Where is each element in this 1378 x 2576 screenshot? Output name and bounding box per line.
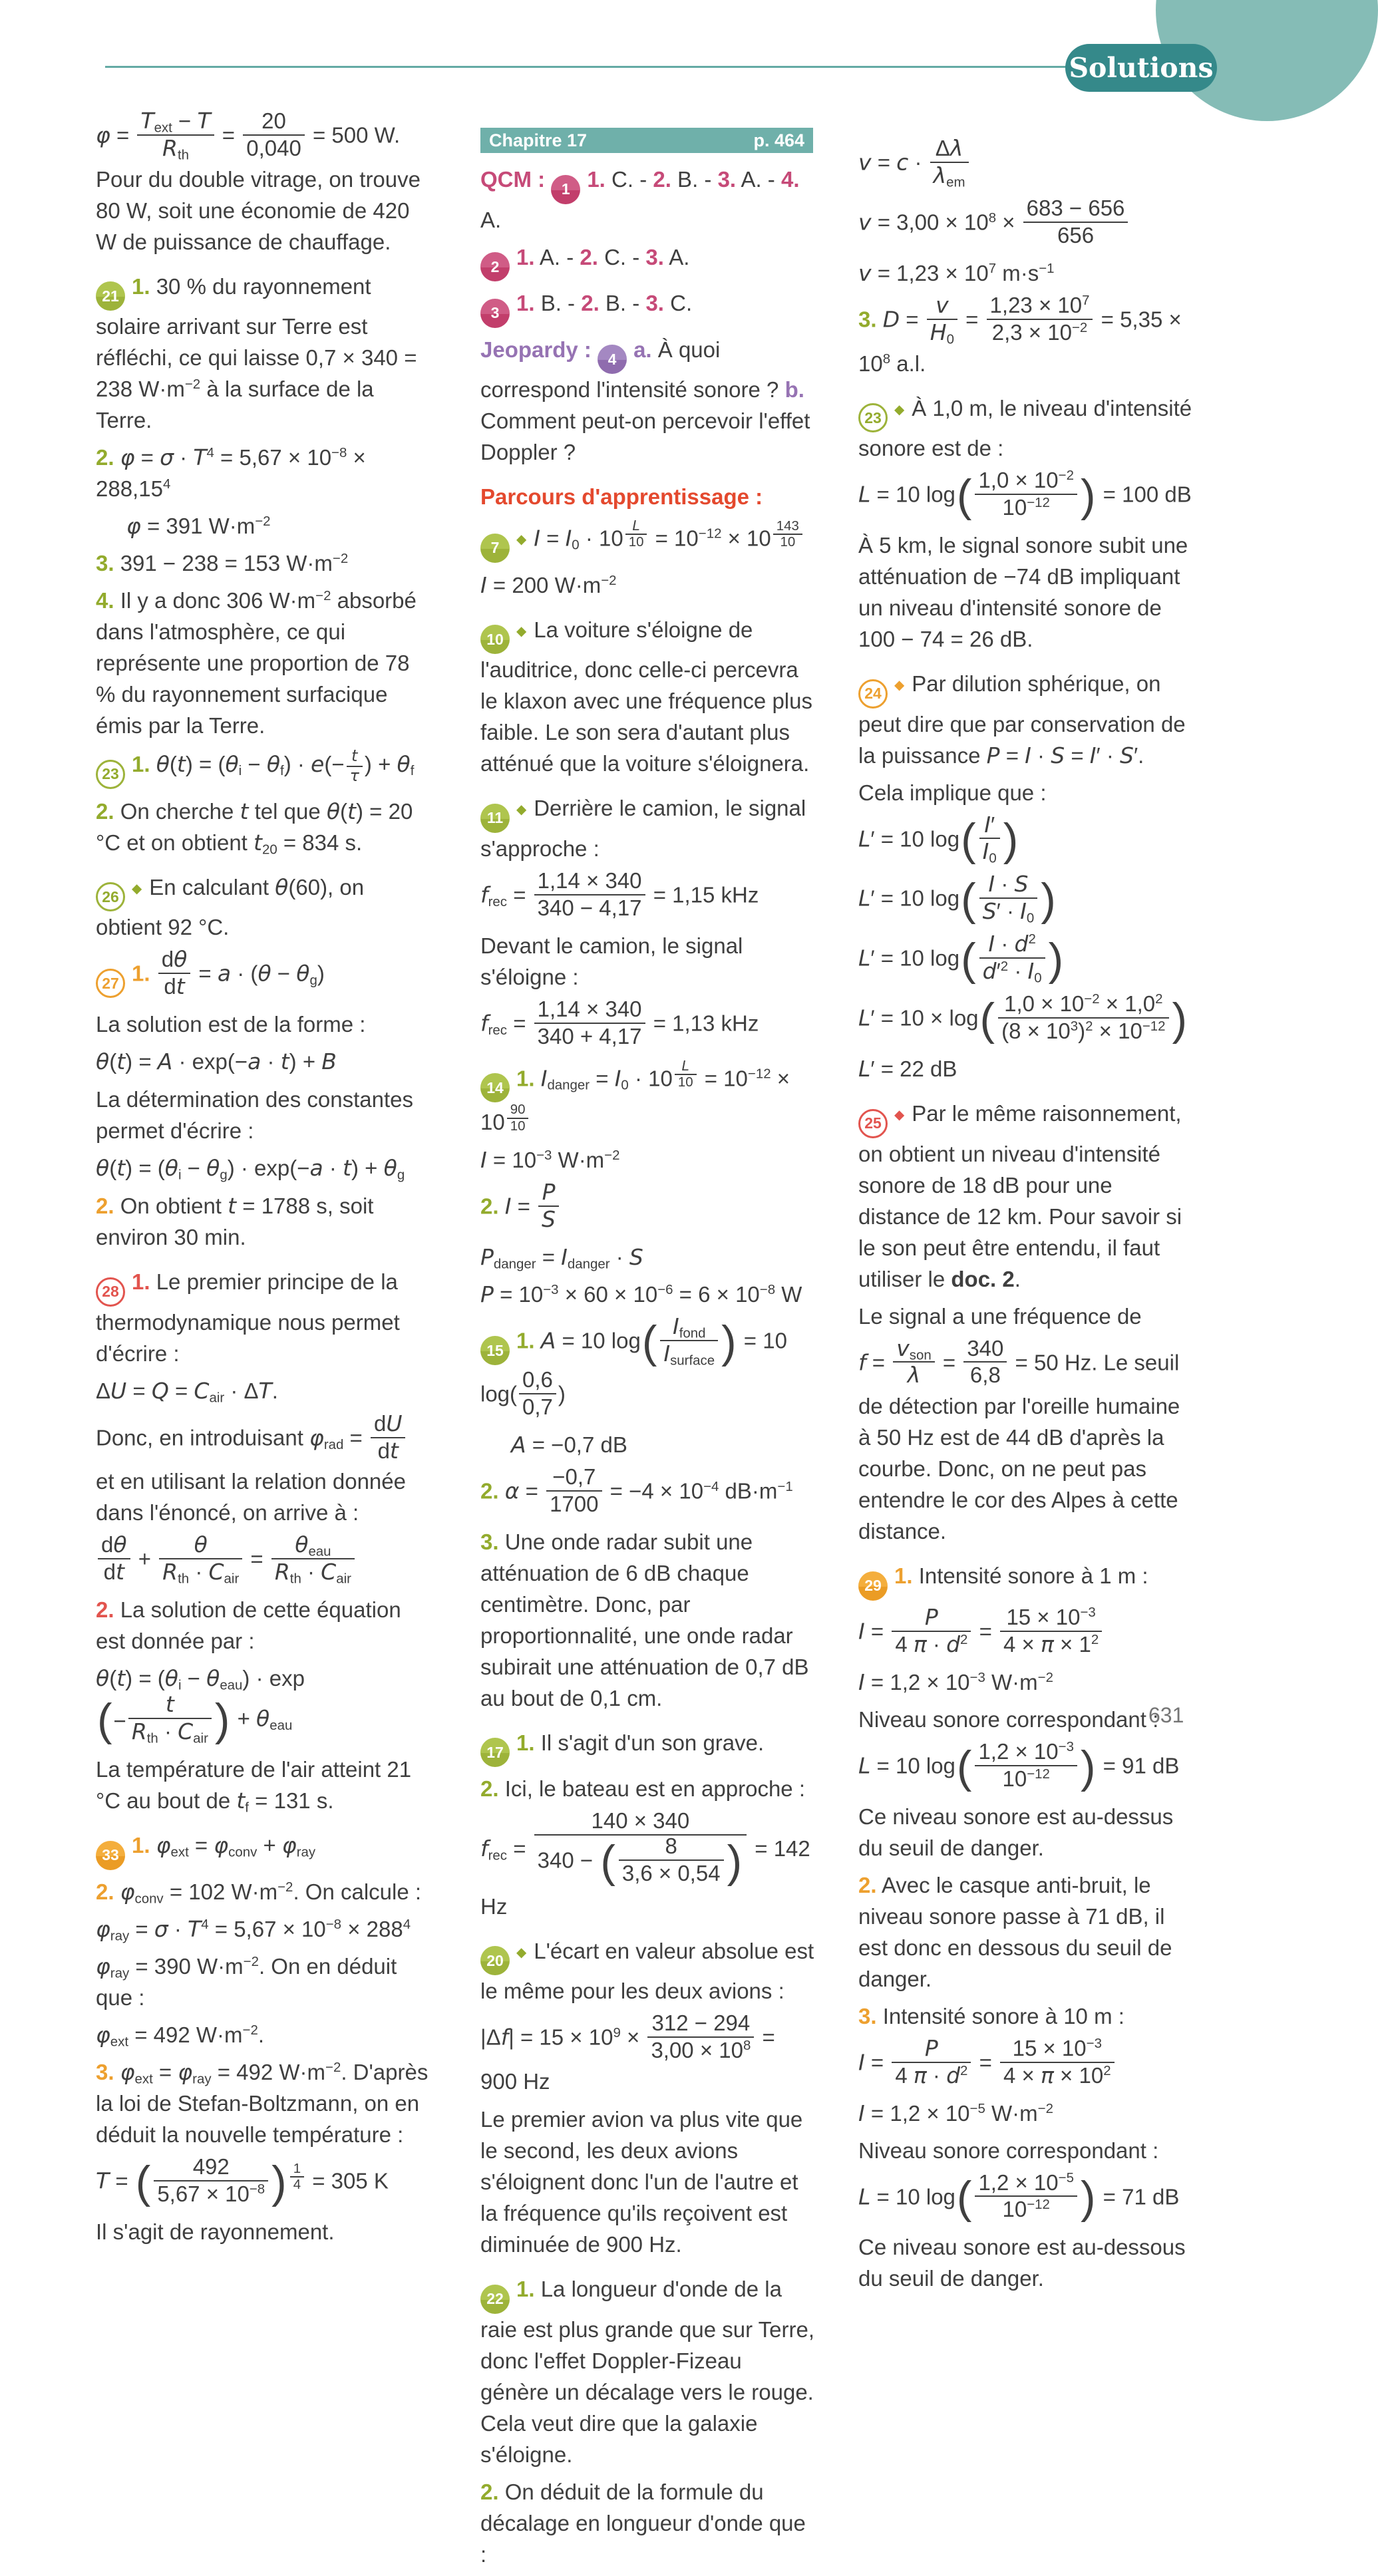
fraction: $\frac{0,6}{0,7}$ [519, 1367, 556, 1420]
section-label: QCM : [480, 167, 552, 192]
formula-line: $f_{rec}$ = $\frac{1,14 \times 340}{340 + 4,17}$ = 1,13 kHz [480, 996, 759, 1048]
paragraph: 2. On obtient t = 1788 s, soit environ 30 min. [96, 1193, 374, 1250]
formula-line: T = ( 492 $5,67 \times 10^{-8}$ ) $^{\frac{1}{4}}$ = 305 K [96, 2154, 389, 2207]
question-number: 3. [858, 2003, 877, 2028]
fraction: $T_{ext} - T$ $R_{th}$ [137, 108, 214, 162]
formula-line: I = $\frac{P}{4 \pi \cdot d^2}$ = $\frac{15 \times 10^{-3}}{4 \times \pi \times 1^2}$ [858, 1607, 1192, 1660]
paragraph: 2. Avec le casque anti-bruit, le niveau sonore passe à 71 dB, il est donc en dessous du seuil de danger. [858, 1872, 1172, 1991]
paragraph: $\varphi_{ray} = 390$ $W\cdot m^{-2}$. On en déduit que : [96, 1953, 397, 2010]
question-number: 2. [480, 1478, 499, 1504]
question-number: 3. [717, 167, 737, 192]
paragraph: Le premier avion va plus vite que le second, les deux avions s'éloignent donc l'un de l'autre et la fréquence qu'ils reçoivent est diminuée de 900 Hz. [480, 2107, 803, 2257]
question-number: 1. [132, 273, 150, 299]
paragraph: 3. $\varphi_{ext} = \varphi_{ray} = 492$ $W\cdot m^{-2}$. D'après la loi de Stefan-Boltzmann, on en déduit la nouvelle température : [96, 2058, 429, 2147]
formula-line: L = 10 log ( $1,2 \times 10^{-3}$ $10^{-12}$ ) = 91 dB [858, 1738, 1180, 1792]
formula-line: 3. D = $\frac{v}{H_0}$ = $\frac{1,23 \times 10^7}{2,3 \times 10^{-2}}$ = $5,35 \times 10^8$ a.l. [858, 291, 1182, 376]
paragraph: Il s'agit de rayonnement. [96, 2219, 335, 2244]
exercise-badge-15: 15 [480, 1336, 510, 1365]
paragraph: $\varphi_{ext} = 492$ $W\cdot m^{-2}$. [96, 2021, 264, 2050]
fraction: $\frac{-0,7}{1700}$ [546, 1464, 602, 1518]
formula-line: L′ = 10 × log ( $1,0 \times 10^{-2} \times 1,0^2$ $(8 \times 10^3)^2 \times 10^{-12}$ ) [858, 991, 1188, 1045]
paragraph: $P = 10^{-3} \times 60 \times 10^{-6} = 6 \times 10^{-8}$ W [480, 1281, 802, 1307]
question-number: 2. [480, 2479, 499, 2504]
paragraph: Niveau sonore correspondant : [858, 1706, 1159, 1732]
exercise-badge-28: 28 [96, 1277, 125, 1307]
question-number: 1. [132, 961, 150, 986]
question-number: 1. [516, 2277, 535, 2302]
fraction: $v_{son}$ λ [893, 1336, 934, 1389]
exercise-badge-29: 29 [858, 1571, 888, 1601]
question-number: 3. [645, 244, 664, 269]
paragraph: 33 1. $\varphi_{ext} = \varphi_{conv} + \varphi_{ray}$ [96, 1830, 430, 1870]
paragraph: 3 1. B. - 2. B. - 3. C. [480, 287, 814, 328]
formula-line: L = 10 log ( $1,2 \times 10^{-5}$ $10^{-12}$ ) = 71 dB [858, 2170, 1180, 2223]
solutions-column-2 [480, 164, 814, 2576]
fraction: $\frac{15 \times 10^{-3}}{4 \times \pi \times 10^2}$ [1000, 2036, 1115, 2089]
difficulty-diamond-icon: ◆ [516, 802, 527, 818]
question-number: 3. [858, 307, 877, 332]
section-label: Parcours d'apprentissage : [480, 484, 763, 509]
formula-line: L = 10 log ( $1,0 \times 10^{-2}$ $10^{-12}$ ) = 100 dB [858, 468, 1192, 522]
fraction: $1,2 \times 10^{-3}$ $10^{-12}$ [975, 1739, 1077, 1792]
fraction: $1,0 \times 10^{-2}$ $10^{-12}$ [975, 468, 1077, 521]
formula-line: $|\Delta f| = 15 \times 10^9$ × $\frac{312 - 294}{3,00 \times 10^8}$ = 900 Hz [480, 2011, 775, 2094]
paragraph: $I = 1,2 \times 10^{-5}$ $W\cdot m^{-2}$ [858, 2100, 1053, 2126]
exercise-badge-4: 4 [598, 345, 627, 374]
fraction: Δλ $\lambda_{em}$ [930, 136, 969, 189]
fraction: $\frac{dU}{dt}$ [371, 1411, 406, 1464]
paragraph: $P_{danger} = I_{danger} \cdot S$ [480, 1243, 643, 1272]
fraction: $\frac{d\theta}{dt}$ [98, 1532, 130, 1585]
difficulty-diamond-icon: ◆ [132, 881, 142, 896]
formula-line: $v = 3,00 \times 10^8$ × $\frac{683 - 656}{656}$ [858, 198, 1192, 251]
fraction: 492 $5,67 \times 10^{-8}$ [154, 2154, 268, 2207]
exercise-badge-25: 25 [858, 1109, 888, 1138]
formula-line: $\theta(t) = (\theta_i - \theta_g) \cdot \exp(-a \cdot t) + \theta_g$ [96, 1155, 405, 1183]
paragraph: Devant le camion, le signal s'éloigne : [480, 933, 743, 989]
paragraph: Jeopardy : 4 a. À quoi correspond l'intensité sonore ? b. Comment peut-on percevoir l'effet Doppler ? [480, 337, 810, 464]
formula-line: f = $v_{son}$ λ = $\frac{340}{6,8}$ = 50 Hz. Le seuil de détection par l'oreille humaine à 50 Hz est de 44 dB d'après la courbe. Donc, on ne peut pas entendre le cor des Alpes à cette distance. [858, 1335, 1180, 1544]
paragraph: 2. On cherche t tel que θ(t) = 20 °C et on obtient $t_{20} = 834$ s. [96, 798, 413, 858]
formula-line: 15 1. A = 10 log ( $I_{fond}$ $I_{surface}$ ) = 10 log( $\frac{0,6}{0,7}$ ) [480, 1313, 787, 1419]
paragraph: 2. $\varphi_{conv} = 102$ $W\cdot m^{-2}$. On calcule : [96, 1878, 422, 1907]
question-number: 2. [480, 1194, 499, 1219]
question-number: b. [784, 377, 804, 402]
paragraph: Niveau sonore correspondant : [858, 2138, 1159, 2163]
question-number: a. [633, 337, 652, 362]
fraction: $\frac{1,14 \times 340}{340 + 4,17}$ [534, 997, 645, 1050]
formula-line: L′ = 10 log ( $I \cdot d^2$ $d'^2 \cdot I_0$ ) [858, 931, 1064, 986]
question-number: 2. [96, 798, 114, 824]
fraction: $\frac{15 \times 10^{-3}}{4 \times \pi \times 1^2}$ [1000, 1605, 1102, 1658]
fraction: $\theta_{eau}$ $R_{th} \cdot C_{air}$ [271, 1532, 355, 1585]
fraction: θ $R_{th} \cdot C_{air}$ [159, 1532, 242, 1585]
fraction: $\frac{t}{\tau}$ [347, 747, 363, 784]
paragraph: 17 1. Il s'agit d'un son grave. [480, 1727, 814, 1768]
fraction: $\frac{P}{4 \pi \cdot d^2}$ [892, 1605, 971, 1658]
solutions-column-1 [96, 108, 430, 2253]
difficulty-diamond-icon: ◆ [894, 402, 905, 417]
difficulty-diamond-icon: ◆ [516, 532, 527, 548]
paragraph: Le signal a une fréquence de [858, 1303, 1142, 1329]
paragraph: 29 1. Intensité sonore à 1 m : [858, 1560, 1192, 1601]
paragraph: 3. 391 − 238 = 153 $W\cdot m^{-2}$ [96, 551, 349, 576]
formula-line: L′ = 10 log ( I · S $S' \cdot I_0$ ) [858, 871, 1056, 926]
paragraph: 22 1. La longueur d'onde de la raie est plus grande que sur Terre, donc l'effet Doppler-Fizeau génère un décalage vers le rouge. Cela veut dire que la galaxie s'éloigne. [480, 2277, 815, 2467]
paragraph: I = 200 $W\cdot m^{-2}$ [480, 571, 617, 598]
formula-line: $\frac{d\theta}{dt}$ + θ $R_{th} \cdot C_{air}$ = $\theta_{eau}$ $R_{th} \cdot C_{air}$ [96, 1534, 430, 1587]
fraction: $\frac{340}{6,8}$ [963, 1336, 1007, 1389]
question-number: 2. [96, 1597, 114, 1623]
fraction: $I_{fond}$ $I_{surface}$ [660, 1314, 718, 1367]
paragraph: 24 ◆ Par dilution sphérique, on peut dire que par conservation de la puissance P = I · S = I′ · S′. [858, 671, 1186, 768]
paragraph: 2. $\varphi = \sigma \cdot T^4 = 5,67 \times 10^{-8} \times 288,15^4$ [96, 444, 366, 502]
fraction: $\frac{20}{0,040}$ [243, 108, 305, 162]
fraction: I′ $I_0$ [979, 812, 1000, 866]
exercise-badge-23: 23 [858, 403, 888, 432]
formula-line: 27 1. $\frac{d\theta}{dt}$ = $a \cdot (\theta - \theta_g)$ [96, 949, 430, 1002]
paragraph [480, 481, 814, 512]
paragraph: 28 1. Le premier principe de la thermodynamique nous permet d'écrire : [96, 1269, 400, 1366]
formula-line: 7 ◆ $I = I_0 \cdot 10$ $^{\frac{L}{10}}$ = $10^{-12} \times 10$ $^{\frac{143}{10}}$ [480, 518, 814, 563]
paragraph: Ce niveau sonore est au-dessous du seuil de danger. [858, 2235, 1186, 2291]
formula-line: L′ = 10 log ( I′ $I_0$ ) [858, 811, 1019, 866]
question-number: 1. [516, 244, 535, 269]
question-number: 2. [581, 291, 600, 315]
paragraph: 11 ◆ Derrière le camion, le signal s'approche : [480, 796, 806, 861]
question-number: 1. [516, 1730, 535, 1755]
fraction: 143 10 [773, 519, 802, 550]
paragraph: La solution est de la forme : [96, 1012, 366, 1037]
formula-line: v = c · Δλ $\lambda_{em}$ [858, 138, 1192, 191]
paragraph: $\varphi_{ray} = \sigma \cdot T^4 = 5,67 \times 10^{-8} \times 288^4$ [96, 1915, 411, 1944]
formula-line: 2. α = $\frac{-0,7}{1700}$ = $-4 \times 10^{-4}$ $dB\cdot m^{-1}$ [480, 1464, 793, 1516]
chapter-page-ref: p. 464 [753, 130, 804, 150]
paragraph: 2. On déduit de la formule du décalage en longueur d'onde que : [480, 2479, 806, 2567]
difficulty-diamond-icon: ◆ [516, 623, 527, 639]
question-number: 2. [580, 244, 598, 269]
paragraph: 2. La solution de cette équation est donnée par : [96, 1597, 401, 1654]
exercise-badge-1: 1 [551, 175, 580, 204]
paragraph: La détermination des constantes permet d'écrire : [96, 1087, 413, 1144]
solutions-badge [1065, 44, 1217, 92]
formula-line: 23 1. $\theta(t) = (\theta_i - \theta_f) \cdot e(-$ $\frac{t}{\tau}$ ) + $\theta_f$ [96, 747, 430, 788]
exercise-badge-3: 3 [480, 299, 510, 328]
fraction: $\frac{1,23 \times 10^7}{2,3 \times 10^{-2}}$ [987, 293, 1093, 346]
paragraph: À 5 km, le signal sonore subit une atténuation de −74 dB impliquant un niveau d'intensité sonore de 100 − 74 = 26 dB. [858, 533, 1188, 651]
paragraph: 4. Il y a donc 306 $W\cdot m^{-2}$ absorbé dans l'atmosphère, ce qui représente une proportion de 78 % du rayonnement surfacique émis par la Terre. [96, 588, 417, 738]
paragraph: 26 ◆ En calculant θ(60), on obtient 92 °C. [96, 874, 365, 940]
question-number: 1. [516, 291, 535, 315]
formula-line: 14 1. $I_{danger} = I_0 \cdot 10$ $^{\frac{L}{10}}$ = $10^{-12} \times 10$ $^{\frac{90}{10}}$ [480, 1057, 790, 1134]
fraction: $\frac{P}{4 \pi \cdot d^2}$ [892, 2036, 971, 2089]
exercise-badge-33: 33 [96, 1841, 125, 1870]
question-number: 1. [516, 1328, 535, 1353]
solutions-badge-label: Solutions [1069, 52, 1214, 84]
fraction: $\frac{v}{H_0}$ [927, 293, 957, 346]
fraction: 8 3,6 × 0,54 [619, 1834, 724, 1887]
top-rule-line [105, 66, 1067, 68]
question-number: 3. [480, 1529, 499, 1554]
paragraph: QCM : 1 1. C. - 2. B. - 3. A. - 4. A. [480, 167, 800, 232]
exercise-badge-11: 11 [480, 804, 510, 833]
paragraph: 3. Une onde radar subit une atténuation de 6 dB chaque centimètre. Donc, par proportionnalité, une onde radar subirait une atténuation de 0,7 dB au bout de 0,1 cm. [480, 1529, 809, 1710]
question-number: 1. [587, 167, 605, 192]
paragraph: Donc, en introduisant $\varphi_{rad}$ = $\frac{dU}{dt}$ et en utilisant la relation donnée dans l'énoncé, on arrive à : [96, 1410, 406, 1526]
question-number: 2. [480, 1776, 499, 1801]
exercise-badge-24: 24 [858, 679, 888, 709]
exercise-badge-14: 14 [480, 1073, 510, 1102]
question-number: 1. [894, 1563, 913, 1589]
question-number: 3. [96, 2059, 114, 2084]
exercise-badge-7: 7 [480, 534, 510, 563]
exercise-badge-10: 10 [480, 625, 510, 654]
fraction: $1,0 \times 10^{-2} \times 1,0^2$ $(8 \times 10^3)^2 \times 10^{-12}$ [998, 991, 1168, 1045]
exercise-badge-2: 2 [480, 252, 510, 281]
paragraph: 20 ◆ L'écart en valeur absolue est le même pour les deux avions : [480, 1938, 814, 2004]
fraction: L 10 [675, 1058, 697, 1090]
formula-line: 2. I = $\frac{P}{S}$ [480, 1182, 814, 1235]
question-number: 2. [858, 1872, 877, 1897]
question-number: 2. [96, 1194, 114, 1219]
exercise-badge-23: 23 [96, 760, 125, 789]
formula-line: $f_{rec}$ = $\frac{1,14 \times 340}{340 - 4,17}$ = 1,15 kHz [480, 868, 759, 920]
exercise-badge-20: 20 [480, 1946, 510, 1975]
formula-line: φ = $T_{ext} - T$ $R_{th}$ = $\frac{20}{0,040}$ = 500 W. Pour du double vitrage, on trouve 80 W, soit une économie de 420 W de puissance de chauffage. [96, 108, 421, 254]
question-number: 1. [516, 1065, 535, 1090]
formula-line: $f_{rec}$ = 140 × 340 340 − ( 8 3,6 × 0,54 ) = 142 Hz [480, 1808, 810, 1919]
difficulty-diamond-icon: ◆ [894, 678, 905, 693]
question-number: 2. [96, 445, 114, 470]
fraction: $\frac{d\theta}{dt}$ [158, 947, 191, 1000]
fraction: I · S $S' \cdot I_0$ [979, 872, 1038, 925]
question-number: 3. [96, 551, 114, 576]
fraction: $\frac{1,14 \times 340}{340 - 4,17}$ [534, 868, 645, 921]
question-number: 2. [653, 167, 671, 192]
fraction: $\frac{683 - 656}{656}$ [1023, 196, 1128, 249]
chapter-header-bar [480, 128, 813, 153]
paragraph: La température de l'air atteint 21 °C au bout de $t_f = 131$ s. [96, 1757, 412, 1816]
fraction: $\frac{312 - 294}{3,00 \times 10^8}$ [647, 2011, 754, 2064]
paragraph: Cela implique que : [858, 780, 1047, 805]
fraction: L 10 [625, 518, 647, 550]
question-number: 1. [132, 1269, 150, 1295]
paragraph: 10 ◆ La voiture s'éloigne de l'auditrice, donc celle-ci percevra le klaxon avec une fréquence plus faible. Le son sera d'autant plus atténué que la voiture s'éloignera. [480, 617, 812, 776]
paragraph: L′ = 22 dB [858, 1056, 957, 1082]
fraction: 90 10 [507, 1102, 529, 1134]
exercise-badge-26: 26 [96, 882, 125, 911]
exercise-badge-27: 27 [96, 969, 125, 998]
paragraph: 21 1. 30 % du rayonnement solaire arrivant sur Terre est réfléchi, ce qui laisse 0,7 × 340 = 238 $W\cdot m^{-2}$ à la surface de la Terre. [96, 273, 417, 433]
exercise-badge-21: 21 [96, 281, 125, 311]
formula-line: I = $\frac{P}{4 \pi \cdot d^2}$ = $\frac{15 \times 10^{-3}}{4 \times \pi \times 10^2}$ [858, 2038, 1192, 2091]
fraction: $\frac{P}{S}$ [538, 1180, 559, 1233]
exercise-badge-22: 22 [480, 2285, 510, 2314]
paragraph: $v = 1,23 \times 10^7$ $m\cdot s^{-1}$ [858, 259, 1055, 286]
formula-line: θ(t) = A · exp(−a · t) + B [96, 1048, 337, 1075]
fraction: 140 × 340 340 − ( 8 3,6 × 0,54 ) [534, 1808, 747, 1889]
question-number: 1. [132, 752, 150, 777]
paragraph: φ = 391 $W\cdot m^{-2}$ [126, 513, 271, 540]
difficulty-diamond-icon: ◆ [516, 1945, 527, 1960]
page-number: 631 [1148, 1703, 1184, 1727]
question-number: 2. [96, 1879, 114, 1904]
paragraph: 2 1. A. - 2. C. - 3. A. [480, 242, 814, 282]
paragraph: 2. Ici, le bateau est en approche : [480, 1776, 806, 1801]
formula-line: $\theta(t) = (\theta_i - \theta_{eau}) \cdot \exp$ ( − t $R_{th} \cdot C_{air}$ ) + $\theta_{eau}$ [96, 1665, 305, 1746]
section-label: Jeopardy : [480, 337, 598, 362]
question-number: 4. [96, 588, 114, 613]
solutions-column-3 [858, 135, 1192, 2300]
exercise-badge-17: 17 [480, 1738, 510, 1767]
paragraph: Ce niveau sonore est au-dessus du seuil de danger. [858, 1804, 1174, 1860]
fraction: t $R_{th} \cdot C_{air}$ [128, 1692, 212, 1745]
paragraph: 25 ◆ Par le même raisonnement, on obtient un niveau d'intensité sonore de 18 dB pour une distance de 12 km. Pour savoir si le son peut être entendu, il faut utiliser le doc. 2. [858, 1101, 1182, 1291]
paragraph: $I = 1,2 \times 10^{-3}$ $W\cdot m^{-2}$ [858, 1669, 1053, 1695]
fraction: $1,2 \times 10^{-5}$ $10^{-12}$ [975, 2170, 1077, 2223]
paragraph: 3. Intensité sonore à 10 m : [858, 2003, 1124, 2028]
paragraph: 23 ◆ À 1,0 m, le niveau d'intensité sonore est de : [858, 395, 1192, 461]
fraction: $I \cdot d^2$ $d'^2 \cdot I_0$ [979, 931, 1045, 985]
question-number: 3. [645, 291, 664, 315]
difficulty-diamond-icon: ◆ [894, 1108, 905, 1122]
fraction: 1 4 [290, 2162, 304, 2193]
question-number: 4. [780, 167, 800, 192]
chapter-title: Chapitre 17 [489, 130, 588, 150]
formula-line: $\Delta U = Q = C_{air} \cdot \Delta T$. [96, 1377, 278, 1405]
paragraph: $I = 10^{-3}$ $W\cdot m^{-2}$ [480, 1147, 620, 1173]
question-number: 1. [132, 1833, 150, 1858]
paragraph: A = −0,7 dB [511, 1431, 627, 1458]
